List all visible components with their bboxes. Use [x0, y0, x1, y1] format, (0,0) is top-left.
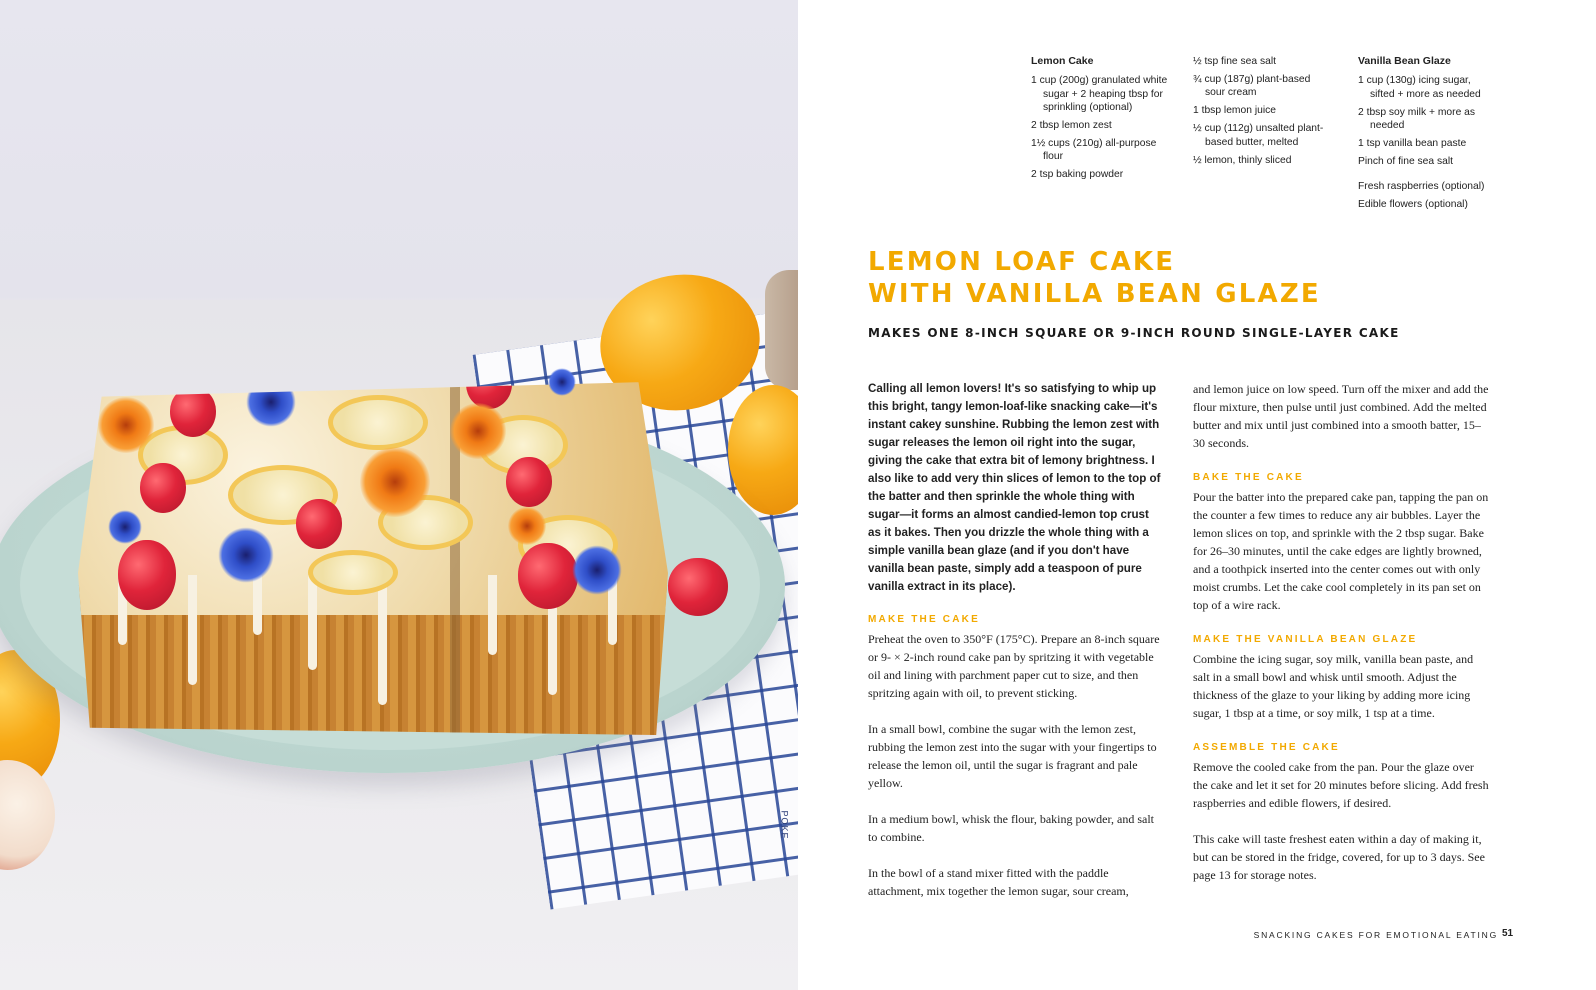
body-column-right — [1193, 380, 1489, 902]
marigold-flower — [450, 403, 506, 459]
raspberry — [506, 457, 552, 507]
step-heading: BAKE THE CAKE — [1193, 472, 1304, 483]
recipe-title — [868, 246, 1321, 310]
glaze-drip — [308, 575, 317, 670]
recipe-intro: Calling all lemon lovers! It's so satisfying to whip up this bright, tangy lemon-loaf-like snacking cake—it's instant cakey sunshine. Rubbing the lemon zest with sugar releases the lemon oil right into the sugar, giving the cake that extra bit of lemony brightness. I also like to add very thin slices of lemon to the top of the batter and then sprinkle the whole thing with sugar—it forms an almost candied-lemon top crust as it bakes. Then you drizzle the whole thing with a simple vanilla bean glaze (and if you don't have vanilla bean paste, simply add a teaspoon of pure vanilla extract in its place). — [868, 382, 1161, 593]
ingredients-lemon-cake-continued — [1193, 55, 1328, 172]
running-footer: SNACKING CAKES FOR EMOTIONAL EATING — [1253, 930, 1498, 940]
ingredient-item: 2 tbsp lemon zest — [1031, 119, 1112, 131]
ingredient-item: 1 cup (200g) granulated white sugar + 2 heaping tbsp for sprinkling (optional) — [1031, 75, 1168, 113]
ingredients-heading: Lemon Cake — [1031, 55, 1094, 67]
step-heading: ASSEMBLE THE CAKE — [1193, 742, 1340, 753]
step-paragraph: Combine the icing sugar, soy milk, vanilla bean paste, and salt in a small bowl and whisk until smooth. Adjust the thickness of the glaze to your liking by adding more icing sugar, 1 tbsp at a time, or soy milk, 1 tsp at a time. — [1193, 652, 1474, 720]
lemon-slice — [328, 395, 428, 450]
ingredient-item: 1½ cups (210g) all-purpose flour — [1031, 137, 1157, 163]
ingredient-item: 2 tsp baking powder — [1031, 169, 1124, 181]
cornflower — [108, 510, 142, 544]
step-paragraph: Remove the cooled cake from the pan. Pour the glaze over the cake and let it set for 20 minutes before slicing. Add fresh raspberries and edible flowers, if desired. — [1193, 760, 1489, 810]
raspberry — [140, 463, 186, 513]
glaze-drip — [488, 575, 497, 655]
ingredients-glaze — [1358, 55, 1498, 216]
ingredient-item-optional: Fresh raspberries (optional) — [1358, 181, 1485, 193]
recipe-yield: MAKES ONE 8-INCH SQUARE OR 9-INCH ROUND SINGLE-LAYER CAKE — [868, 326, 1400, 340]
ingredient-item: ½ tsp fine sea salt — [1193, 56, 1276, 67]
cornflower — [218, 527, 274, 583]
raspberry — [296, 499, 342, 549]
step-paragraph: In a small bowl, combine the sugar with the lemon zest, rubbing the lemon zest into the sugar with your fingertips to release the lemon oil, until the sugar is fragrant and pale yellow. — [868, 722, 1157, 790]
step-paragraph-continued: and lemon juice on low speed. Turn off the mixer and add the flour mixture, then pulse until just combined. Add the melted butter and mix until just combined into a smooth batter, 15–30 seconds. — [1193, 382, 1489, 450]
recipe-title-line: WITH VANILLA BEAN GLAZE — [868, 279, 1321, 309]
cornflower — [572, 545, 622, 595]
recipe-title-line: LEMON LOAF CAKE — [868, 247, 1176, 277]
cornflower — [548, 368, 576, 396]
raspberry — [518, 543, 578, 609]
marigold-flower — [508, 507, 546, 545]
page-number: 51 — [1502, 928, 1514, 939]
body-column-left — [868, 380, 1164, 918]
ingredient-item: ½ lemon, thinly sliced — [1193, 154, 1292, 166]
recipe-page — [798, 0, 1596, 990]
glaze-drip — [188, 575, 197, 685]
ingredients-heading: Vanilla Bean Glaze — [1358, 55, 1451, 67]
step-paragraph: Preheat the oven to 350°F (175°C). Prepare an 8-inch square or 9- × 2-inch round cake pan by spritzing it with vegetable oil and lining with parchment paper cut to size, and then spritzing again with oil, to prevent sticking. — [868, 632, 1160, 700]
raspberry-on-plate — [668, 558, 728, 616]
glaze-drip — [253, 575, 262, 635]
step-heading: MAKE THE CAKE — [868, 614, 980, 625]
raspberry — [118, 540, 176, 610]
ingredient-item: 2 tbsp soy milk + more as needed — [1358, 106, 1476, 131]
ingredient-item: 1 tsp vanilla bean paste — [1358, 137, 1467, 149]
step-heading: MAKE THE VANILLA BEAN GLAZE — [1193, 634, 1418, 645]
lemon-slice — [308, 550, 398, 595]
towel-mark: POKE — [779, 810, 790, 840]
step-paragraph: In the bowl of a stand mixer fitted with the paddle attachment, mix together the lemon sugar, sour cream, — [868, 866, 1129, 898]
ingredient-item: Pinch of fine sea salt — [1358, 155, 1454, 167]
glaze-drip — [378, 575, 387, 705]
ingredient-item: 1 tbsp lemon juice — [1193, 105, 1276, 117]
marigold-flower — [360, 447, 430, 517]
step-paragraph: This cake will taste freshest eaten within a day of making it, but can be stored in the fridge, covered, for up to 3 days. See page 13 for storage notes. — [1193, 832, 1485, 882]
ingredient-item: ¾ cup (187g) plant-based sour cream — [1193, 73, 1311, 99]
glazed-lemon-cake — [78, 375, 668, 735]
marigold-flower — [98, 397, 154, 453]
step-paragraph: In a medium bowl, whisk the flour, baking powder, and salt to combine. — [868, 812, 1154, 844]
ingredients-lemon-cake — [1031, 55, 1171, 186]
ingredient-item: 1 cup (130g) icing sugar, sifted + more as needed — [1358, 75, 1481, 100]
ingredient-item: ½ cup (112g) unsalted plant-based butter, melted — [1193, 123, 1324, 148]
background-jar — [765, 270, 798, 390]
step-paragraph: Pour the batter into the prepared cake pan, tapping the pan on the counter a few times to reduce any air bubbles. Layer the lemon slices on top, and sprinkle with the 2 tbsp sugar. Bake for 26–30 minutes, until the cake edges are lightly browned, and a toothpick inserted into the center comes out with only moist crumbs. Let the cake cool completely in its pan set on top of a wire rack. — [1193, 490, 1489, 612]
ingredient-item-optional: Edible flowers (optional) — [1358, 199, 1468, 211]
